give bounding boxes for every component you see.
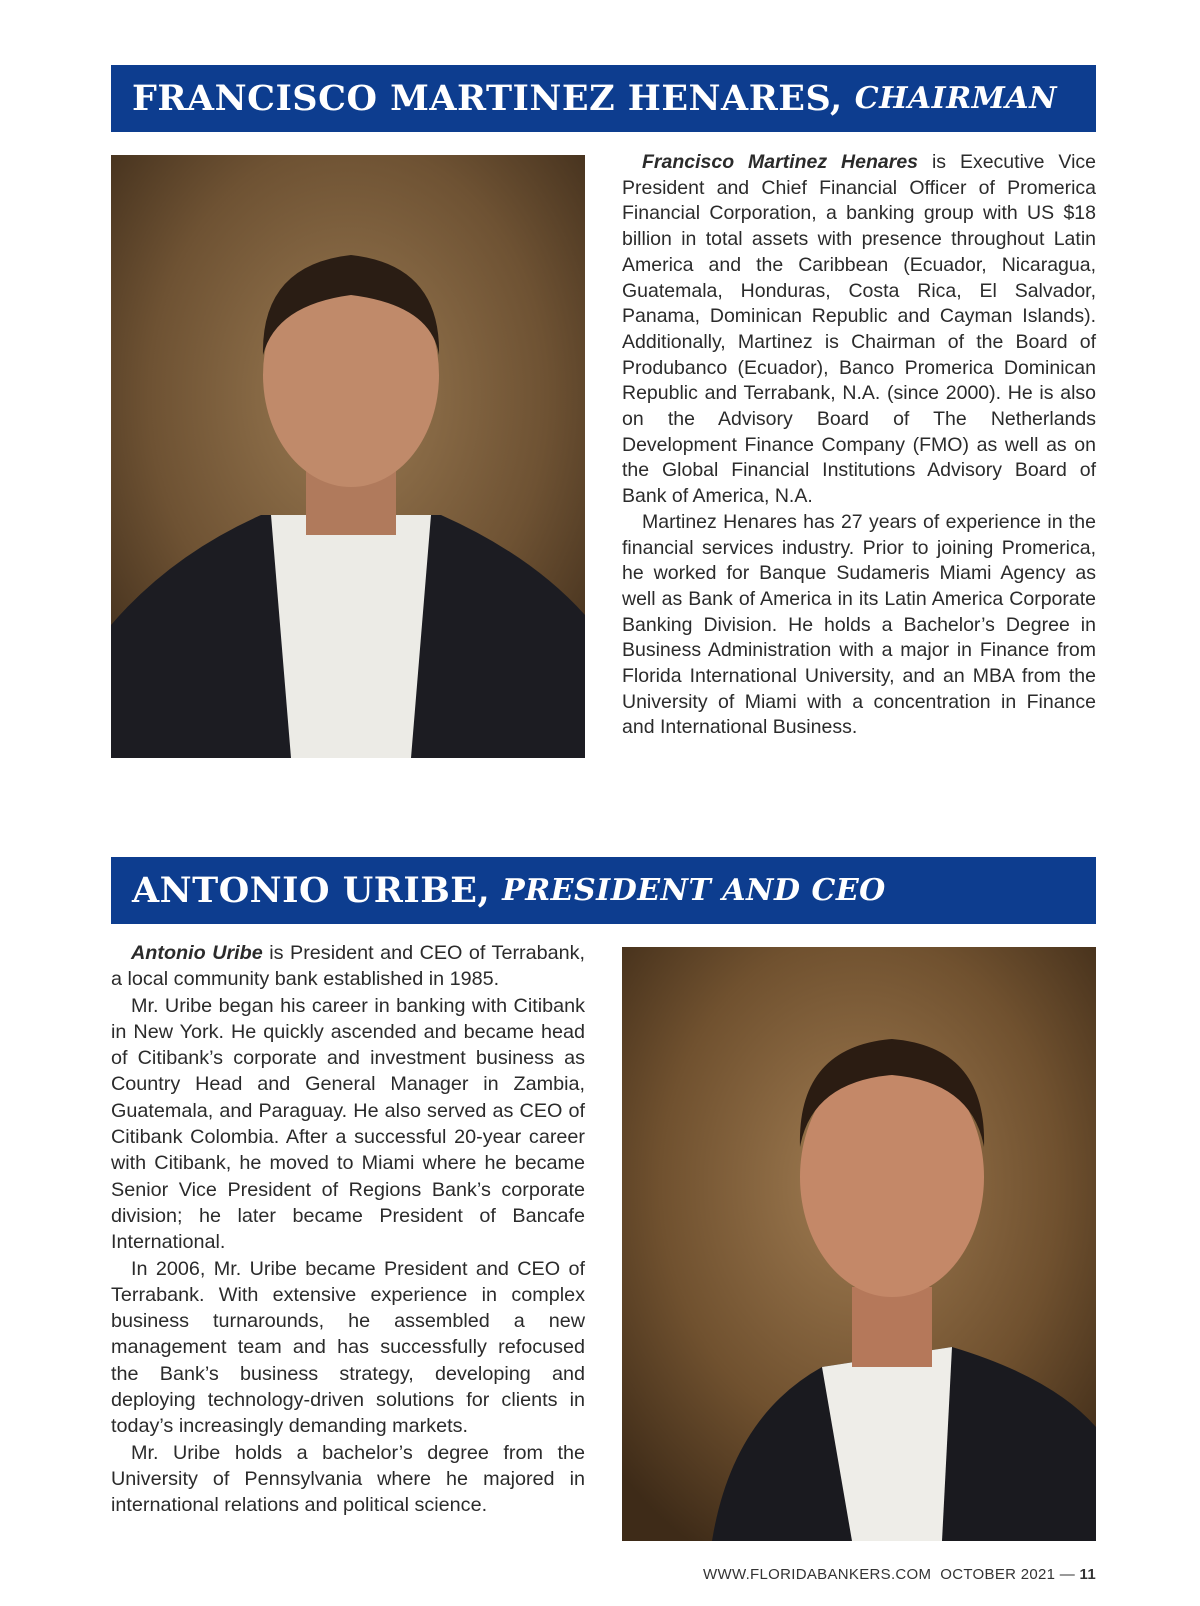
profile2-bio-p1-text: is President and CEO of Terrabank, a local community bank established in 1985. — [111, 942, 586, 991]
profile1-portrait — [111, 155, 585, 758]
profile2-bio — [111, 940, 585, 1519]
profile2-bio-paragraph: Mr. Uribe holds a bachelor’s degree from the University of Pennsylvania where he majored in international relations and political science. — [111, 1441, 585, 1517]
profile1-banner — [111, 65, 1096, 132]
profile2-role: PRESIDENT AND CEO — [502, 873, 886, 908]
profile1-bio-paragraph — [622, 150, 1096, 510]
profile2-bio-paragraph: In 2006, Mr. Uribe became President and CEO of Terrabank. With extensive experience in complex business turnarounds, he assembled a new management team and has successfully refocused the Bank’s business strategy, developing and deploying technology-driven solutions for clients in today’s increasingly demanding markets. — [111, 1257, 585, 1438]
footer-issue-date: OCTOBER 2021 — — [940, 1566, 1076, 1583]
profile2-bio-paragraph — [111, 940, 585, 993]
profile2-bio-lead: Antonio Uribe — [131, 942, 263, 964]
profile2-bio-paragraph: Mr. Uribe began his career in banking with Citibank in New York. He quickly ascended and became head of Citibank’s corporate and investment business as Country Head and General Manager in Zambia, Guatemala, and Paraguay. He also served as CEO of Citibank Colombia. After a successful 20-year career with Citibank, he moved to Miami where he became Senior Vice President of Regions Bank’s corporate division; he later became President of Bancafe International. — [111, 994, 585, 1254]
profile1-bio — [622, 150, 1096, 741]
footer-website: WWW.FLORIDABANKERS.COM — [703, 1566, 932, 1583]
profile2-name: ANTONIO URIBE, — [132, 870, 491, 911]
page-number: 11 — [1079, 1566, 1096, 1583]
profile1-role: CHAIRMAN — [854, 81, 1058, 116]
profile1-bio-p1-text: is Executive Vice President and Chief Financial Officer of Promerica Financial Corporation, a banking group with US $18 billion in total assets with presence throughout Latin America and the Caribbean (Ecuador, Nicaragua, Guatemala, Honduras, Costa Rica, El Salvador, Panama, Dominican Republic and Cayman Islands). Additionally, Martinez is Chairman of the Board of Produbanco (Ecuador), Banco Promerica Dominican Republic and Terrabank, N.A. (since 2000). He is also on the Advisory Board of The Netherlands Development Finance Company (FMO) as well as on the Global Financial Institutions Advisory Board of Bank of America, N.A. — [622, 151, 1096, 508]
profile2-portrait — [622, 947, 1096, 1541]
profile1-name: FRANCISCO MARTINEZ HENARES, — [132, 78, 843, 119]
page-footer — [703, 1566, 1096, 1583]
profile1-bio-paragraph: Martinez Henares has 27 years of experience in the financial services industry. Prior to joining Promerica, he worked for Banque Sudameris Miami Agency as well as Bank of America in its Latin America Corporate Banking Division. He holds a Bachelor’s Degree in Business Administration with a major in Finance from Florida International University, and an MBA from the University of Miami with a concentration in Finance and International Business. — [622, 510, 1096, 739]
profile1-bio-lead: Francisco Martinez Henares — [642, 151, 919, 173]
profile2-banner — [111, 857, 1096, 924]
